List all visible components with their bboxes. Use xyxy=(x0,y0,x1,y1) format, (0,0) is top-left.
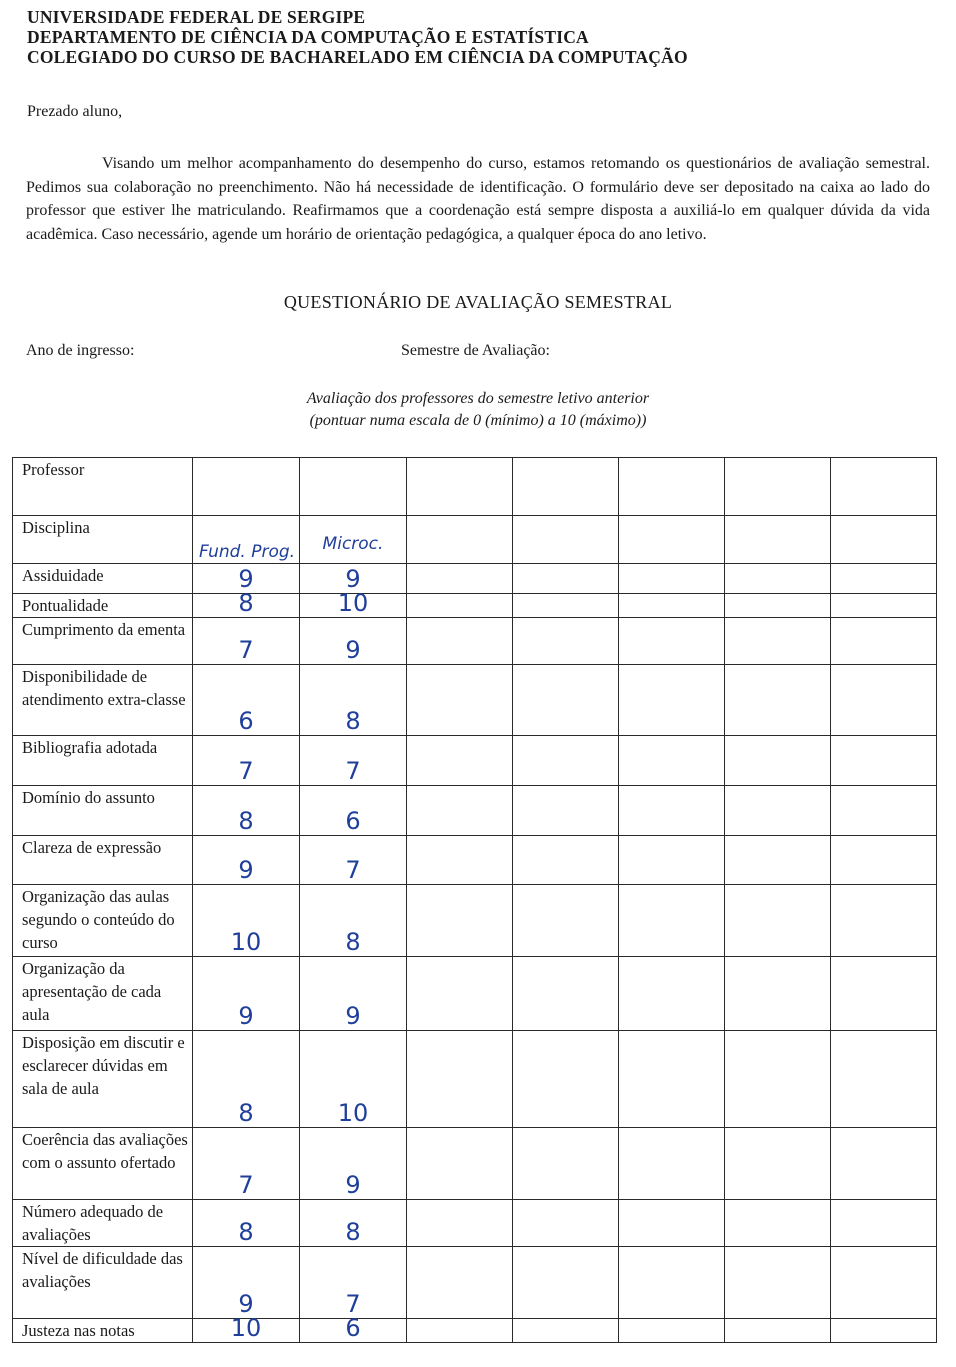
score-cell[interactable] xyxy=(193,1128,300,1200)
score-cell[interactable] xyxy=(831,564,937,594)
score-cell[interactable] xyxy=(407,836,513,885)
handwritten-score: 9 xyxy=(238,565,254,593)
score-cell[interactable] xyxy=(619,1319,725,1343)
criterion-label: Clareza de expressão xyxy=(13,836,193,885)
criterion-label: Organização das aulas segundo o conteúdo do curso xyxy=(13,885,193,957)
subtitle-line-1: Avaliação dos professores do semestre letivo anterior xyxy=(306,390,650,407)
score-cell[interactable] xyxy=(513,665,619,736)
score-cell[interactable] xyxy=(725,885,831,957)
score-cell[interactable] xyxy=(619,885,725,957)
score-cell[interactable] xyxy=(193,1200,300,1247)
score-cell[interactable] xyxy=(513,1247,619,1319)
score-cell[interactable] xyxy=(513,786,619,836)
score-cell[interactable] xyxy=(725,665,831,736)
score-cell[interactable] xyxy=(725,458,831,516)
handwritten-score: 10 xyxy=(230,1314,262,1342)
score-cell[interactable] xyxy=(725,1247,831,1319)
score-cell[interactable] xyxy=(831,836,937,885)
score-cell[interactable] xyxy=(725,564,831,594)
evaluation-subtitle xyxy=(0,388,956,432)
score-cell[interactable] xyxy=(193,1314,300,1343)
handwritten-discipline: Microc. xyxy=(322,534,384,554)
score-cell[interactable] xyxy=(725,618,831,665)
score-cell[interactable] xyxy=(513,458,619,516)
score-cell[interactable] xyxy=(407,957,513,1031)
score-cell[interactable] xyxy=(513,594,619,618)
score-cell[interactable] xyxy=(725,957,831,1031)
score-cell[interactable] xyxy=(831,736,937,786)
score-cell[interactable] xyxy=(831,458,937,516)
score-cell[interactable] xyxy=(407,665,513,736)
score-cell[interactable] xyxy=(831,1128,937,1200)
criterion-label: Disciplina xyxy=(13,516,193,564)
handwritten-score: 6 xyxy=(238,707,254,735)
score-cell[interactable] xyxy=(725,1200,831,1247)
table-row xyxy=(13,665,937,736)
score-cell[interactable] xyxy=(831,786,937,836)
handwritten-score: 8 xyxy=(345,1218,361,1246)
semestre-avaliacao-field[interactable]: Semestre de Avaliação: xyxy=(401,342,550,359)
score-cell[interactable] xyxy=(725,836,831,885)
score-cell[interactable] xyxy=(619,1031,725,1128)
score-cell[interactable] xyxy=(300,1247,407,1319)
header-collegiate: COLEGIADO DO CURSO DE BACHARELADO EM CIÊNCIA DA COMPUTAÇÃO xyxy=(27,47,688,67)
score-cell[interactable] xyxy=(300,1031,407,1128)
handwritten-score: 8 xyxy=(345,707,361,735)
score-cell[interactable] xyxy=(407,1200,513,1247)
handwritten-score: 7 xyxy=(345,1290,361,1318)
score-cell[interactable] xyxy=(300,1128,407,1200)
criterion-label: Nível de dificuldade das avaliações xyxy=(13,1247,193,1319)
handwritten-score: 9 xyxy=(345,1002,361,1030)
score-cell[interactable] xyxy=(619,836,725,885)
handwritten-score: 8 xyxy=(345,928,361,956)
score-cell[interactable] xyxy=(300,589,407,618)
score-cell[interactable] xyxy=(407,1031,513,1128)
criterion-label: Disposição em discutir e esclarecer dúvidas em sala de aula xyxy=(13,1031,193,1128)
score-cell[interactable] xyxy=(619,618,725,665)
score-cell[interactable] xyxy=(513,1319,619,1343)
score-cell[interactable] xyxy=(831,594,937,618)
score-cell[interactable] xyxy=(300,786,407,836)
table-row xyxy=(13,564,937,594)
handwritten-score: 9 xyxy=(238,1290,254,1318)
header-department: DEPARTAMENTO DE CIÊNCIA DA COMPUTAÇÃO E ESTATÍSTICA xyxy=(27,27,589,47)
handwritten-score: 9 xyxy=(345,636,361,664)
score-cell[interactable] xyxy=(300,885,407,957)
score-cell[interactable] xyxy=(619,458,725,516)
score-cell[interactable] xyxy=(407,1247,513,1319)
criterion-label: Assiduidade xyxy=(13,564,193,594)
score-cell[interactable] xyxy=(193,786,300,836)
table-row xyxy=(13,1319,937,1343)
score-cell[interactable] xyxy=(513,1031,619,1128)
score-cell[interactable] xyxy=(619,957,725,1031)
score-cell[interactable] xyxy=(831,885,937,957)
handwritten-score: 8 xyxy=(238,1099,254,1127)
score-cell[interactable] xyxy=(300,736,407,786)
table-row xyxy=(13,786,937,836)
score-cell[interactable] xyxy=(725,594,831,618)
criterion-label: Bibliografia adotada xyxy=(13,736,193,786)
score-cell[interactable] xyxy=(725,736,831,786)
form-title: QUESTIONÁRIO DE AVALIAÇÃO SEMESTRAL xyxy=(283,292,673,312)
score-cell[interactable] xyxy=(300,618,407,665)
handwritten-score: 9 xyxy=(345,565,361,593)
score-cell[interactable] xyxy=(513,1128,619,1200)
score-cell[interactable] xyxy=(193,736,300,786)
score-cell[interactable] xyxy=(193,885,300,957)
table-row xyxy=(13,516,937,564)
table-row xyxy=(13,957,937,1031)
score-cell[interactable] xyxy=(725,1031,831,1128)
criterion-label: Disponibilidade de atendimento extra-classe xyxy=(13,665,193,736)
score-cell[interactable] xyxy=(619,1247,725,1319)
handwritten-score: 7 xyxy=(345,856,361,884)
score-cell[interactable] xyxy=(193,836,300,885)
score-cell[interactable] xyxy=(619,1200,725,1247)
table-row xyxy=(13,458,937,516)
handwritten-score: 8 xyxy=(238,807,254,835)
score-cell[interactable] xyxy=(831,516,937,564)
score-cell[interactable] xyxy=(831,1200,937,1247)
intro-paragraph: Visando um melhor acompanhamento do desempenho do curso, estamos retomando os questionários de avaliação semestral. Pedimos sua colaboração no preenchimento. Não há necessidade de identificação. O formulário deve ser depositado na caixa ao lado do professor que estiver lhe matriculando. Reafirmamos que a coordenação está sempre disposta a auxiliá-lo em qualquer dúvida da vida acadêmica. Caso necessário, agende um horário de orientação pedagógica, a qualquer época do ano letivo. xyxy=(26,155,930,243)
handwritten-score: 7 xyxy=(238,1171,254,1199)
score-cell[interactable] xyxy=(407,564,513,594)
score-cell[interactable] xyxy=(407,786,513,836)
handwritten-score: 6 xyxy=(345,1314,361,1342)
table-row xyxy=(13,1031,937,1128)
score-cell[interactable] xyxy=(725,516,831,564)
score-cell[interactable] xyxy=(619,516,725,564)
handwritten-score: 10 xyxy=(337,589,369,617)
score-cell[interactable] xyxy=(831,618,937,665)
criterion-label: Número adequado de avaliações xyxy=(13,1200,193,1247)
table-row xyxy=(13,836,937,885)
handwritten-score: 8 xyxy=(238,1218,254,1246)
score-cell[interactable] xyxy=(407,736,513,786)
score-cell[interactable] xyxy=(407,1319,513,1343)
score-cell[interactable] xyxy=(513,564,619,594)
subtitle-line-2: (pontuar numa escala de 0 (mínimo) a 10 (máximo)) xyxy=(309,412,647,429)
evaluation-table xyxy=(12,457,937,1343)
score-cell[interactable] xyxy=(619,1128,725,1200)
score-cell[interactable] xyxy=(193,589,300,618)
criterion-label: Organização da apresentação de cada aula xyxy=(13,957,193,1031)
score-cell[interactable] xyxy=(619,786,725,836)
score-cell[interactable] xyxy=(513,836,619,885)
criterion-label: Coerência das avaliações com o assunto ofertado xyxy=(13,1128,193,1200)
score-cell[interactable] xyxy=(407,516,513,564)
handwritten-discipline: Fund. Prog. xyxy=(199,542,296,562)
score-cell[interactable] xyxy=(619,665,725,736)
handwritten-score: 6 xyxy=(345,807,361,835)
table-row xyxy=(13,1247,937,1319)
score-cell[interactable] xyxy=(831,1247,937,1319)
header-university: UNIVERSIDADE FEDERAL DE SERGIPE xyxy=(27,7,366,27)
score-cell[interactable] xyxy=(513,736,619,786)
handwritten-score: 7 xyxy=(345,757,361,785)
score-cell[interactable] xyxy=(407,594,513,618)
score-cell[interactable] xyxy=(831,1031,937,1128)
score-cell[interactable] xyxy=(619,736,725,786)
handwritten-score: 7 xyxy=(238,757,254,785)
ano-ingresso-field[interactable]: Ano de ingresso: xyxy=(26,342,135,359)
score-cell[interactable] xyxy=(407,458,513,516)
handwritten-score: 9 xyxy=(238,856,254,884)
table-row xyxy=(13,736,937,786)
score-cell[interactable] xyxy=(193,1031,300,1128)
criterion-label: Professor xyxy=(13,458,193,516)
handwritten-score: 9 xyxy=(238,1002,254,1030)
score-cell[interactable] xyxy=(725,1319,831,1343)
criterion-label: Domínio do assunto xyxy=(13,786,193,836)
table-row xyxy=(13,1128,937,1200)
criterion-label: Cumprimento da ementa xyxy=(13,618,193,665)
table-row xyxy=(13,1200,937,1247)
score-cell[interactable] xyxy=(300,957,407,1031)
handwritten-score: 7 xyxy=(238,636,254,664)
score-cell[interactable] xyxy=(513,516,619,564)
score-cell[interactable] xyxy=(300,458,407,516)
score-cell[interactable] xyxy=(831,957,937,1031)
score-cell[interactable] xyxy=(193,1247,300,1319)
score-cell[interactable] xyxy=(193,516,300,564)
score-cell[interactable] xyxy=(193,957,300,1031)
institution-header xyxy=(27,7,688,67)
score-cell[interactable] xyxy=(513,957,619,1031)
score-cell[interactable] xyxy=(513,1200,619,1247)
score-cell[interactable] xyxy=(513,618,619,665)
score-cell[interactable] xyxy=(300,516,407,564)
score-cell[interactable] xyxy=(193,665,300,736)
score-cell[interactable] xyxy=(300,665,407,736)
criterion-label: Justeza nas notas xyxy=(13,1319,193,1343)
score-cell[interactable] xyxy=(193,618,300,665)
score-cell[interactable] xyxy=(300,1314,407,1343)
handwritten-score: 10 xyxy=(230,928,262,956)
score-cell[interactable] xyxy=(725,786,831,836)
score-cell[interactable] xyxy=(513,885,619,957)
greeting: Prezado aluno, xyxy=(27,103,123,120)
score-cell[interactable] xyxy=(193,458,300,516)
score-cell[interactable] xyxy=(407,1128,513,1200)
score-cell[interactable] xyxy=(831,1319,937,1343)
score-cell[interactable] xyxy=(407,618,513,665)
table-row xyxy=(13,618,937,665)
table-row xyxy=(13,594,937,618)
table-row xyxy=(13,885,937,957)
score-cell[interactable] xyxy=(831,665,937,736)
criterion-label: Pontualidade xyxy=(13,594,193,618)
handwritten-score: 8 xyxy=(238,589,254,617)
handwritten-score: 10 xyxy=(337,1099,369,1127)
score-cell[interactable] xyxy=(300,1200,407,1247)
score-cell[interactable] xyxy=(619,564,725,594)
score-cell[interactable] xyxy=(725,1128,831,1200)
handwritten-score: 9 xyxy=(345,1171,361,1199)
score-cell[interactable] xyxy=(619,594,725,618)
score-cell[interactable] xyxy=(407,885,513,957)
score-cell[interactable] xyxy=(300,836,407,885)
